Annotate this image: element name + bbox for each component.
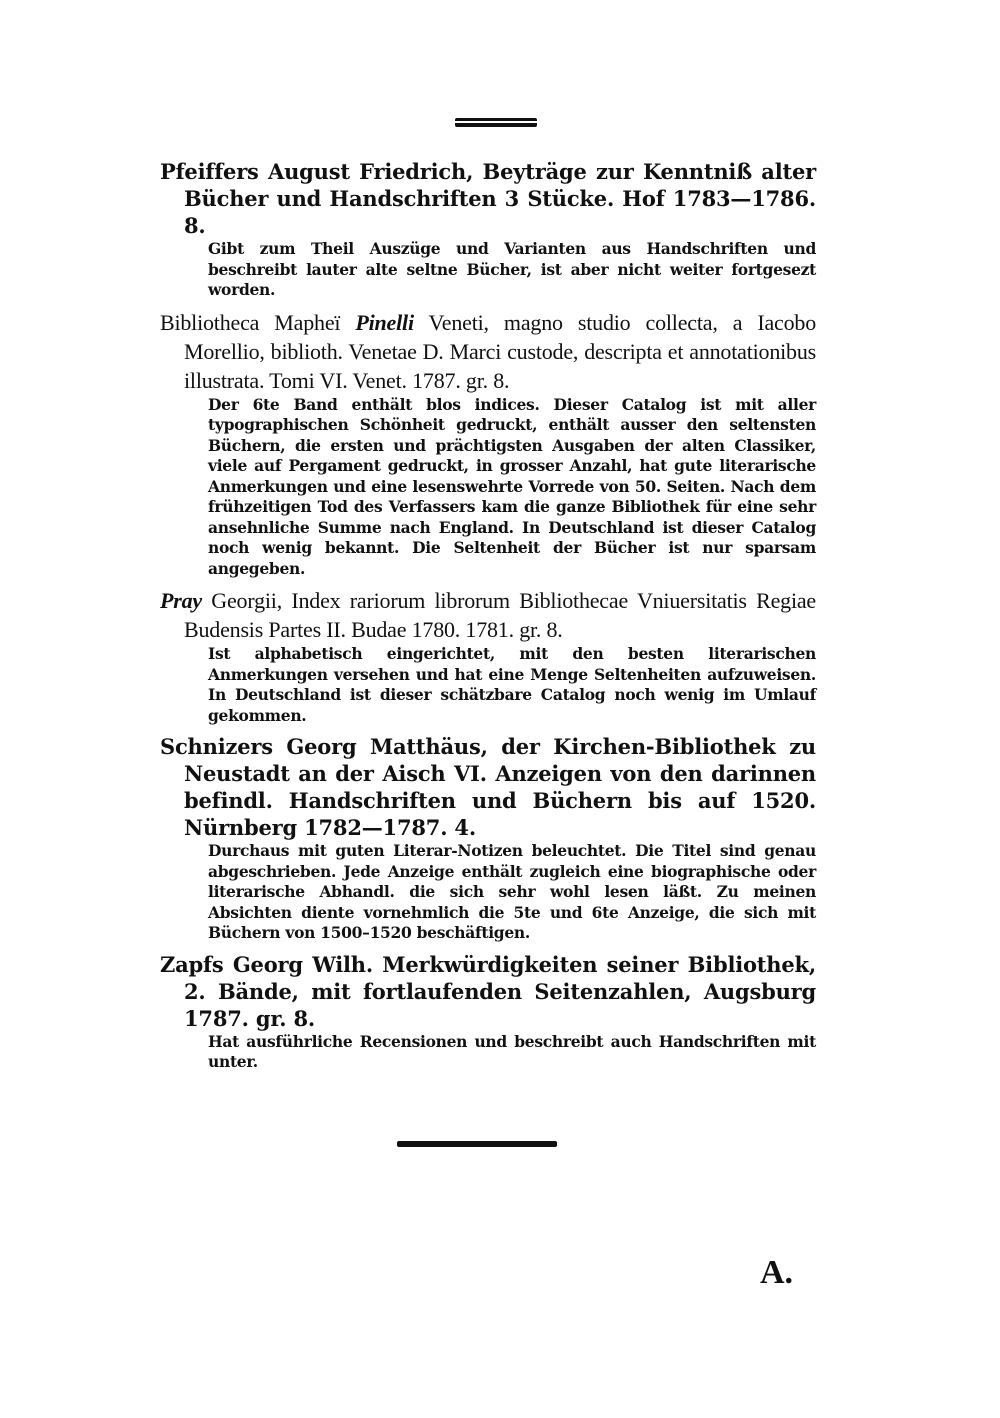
entry-pinelli (156, 308, 816, 580)
entry-note: Durchaus mit guten Literar-Notizen beleuchtet. Die Titel sind genau abgeschrieben. Jede Anzeige enthält zugleich eine biographische oder literarische Abhandl. die sich sehr wohl lesen läßt. Zu meinen Absichten diente vornehmlich die 5te und 6te Anzeige, die sich mit Büchern von 1500–1520 beschäftigen. (208, 841, 816, 942)
entry-heading (156, 308, 816, 395)
bottom-rule (397, 1141, 557, 1147)
bibliography-entries (156, 158, 816, 1080)
entry-pray (156, 586, 816, 726)
catchword: A. (760, 1254, 794, 1291)
entry-heading (156, 586, 816, 644)
heading-author: Pray (160, 588, 202, 613)
entry-heading: Pfeiffers August Friedrich, Beyträge zur Kenntniß alter Bücher und Handschriften 3 Stücke. Hof 1783—1786. 8. (160, 159, 816, 238)
heading-text: Georgii, Index rariorum librorum Bibliothecae Vniuersitatis Regiae Budensis Partes II. Budae 1780. 1781. gr. 8. (184, 588, 816, 642)
top-ornamental-rule (455, 118, 537, 127)
entry-heading: Schnizers Georg Matthäus, der Kirchen-Bibliothek zu Neustadt an der Aisch VI. Anzeigen von den darinnen befindl. Handschriften und Büchern bis auf 1520. Nürnberg 1782—1787. 4. (160, 734, 816, 840)
entry-heading: Zapfs Georg Wilh. Merkwürdigkeiten seiner Bibliothek, 2. Bände, mit fortlaufenden Seitenzahlen, Augsburg 1787. gr. 8. (160, 951, 816, 1031)
entry-zapf (156, 951, 816, 1073)
entry-pfeiffer (156, 158, 816, 301)
heading-text: Veneti, magno studio collecta, a Iacobo Morellio, biblioth. Venetae D. Marci custode, descripta et annotationibus illustrata. Tomi VI. Venet. 1787. gr. 8. (184, 309, 816, 393)
heading-author: Pinelli (355, 309, 414, 335)
entry-note: Hat ausführliche Recensionen und beschreibt auch Handschriften mit unter. (208, 1031, 816, 1071)
entry-schnizer (156, 733, 816, 944)
entry-note: Gibt zum Theil Auszüge und Varianten aus Handschriften und beschreibt lauter alte seltne Bücher, ist aber nicht weiter fortgesezt worden. (208, 239, 816, 299)
entry-note: Der 6te Band enthält blos indices. Dieser Catalog ist mit aller typographischen Schönheit gedruckt, enthält ausser den seltensten Büchern, die ersten und prächtigsten Ausgaben der alten Classiker, viele auf Pergament gedruckt, in grosser Anzahl, hat gute literarische Anmerkungen und eine lesenswehrte Vorrede von 50. Seiten. Nach dem frühzeitigen Tod des Verfassers kam die ganze Bibliothek für eine sehr ansehnliche Summe nach England. In Deutschland ist dieser Catalog noch wenig bekannt. Die Seltenheit der Bücher ist nur sparsam angegeben. (208, 394, 816, 578)
entry-note: Ist alphabetisch eingerichtet, mit den besten literarischen Anmerkungen versehen und hat eine Menge Seltenheiten aufzuweisen. In Deutschland ist dieser schätzbare Catalog noch wenig im Umlauf gekommen. (208, 644, 816, 725)
heading-text: Bibliotheca Mapheï (160, 309, 356, 335)
